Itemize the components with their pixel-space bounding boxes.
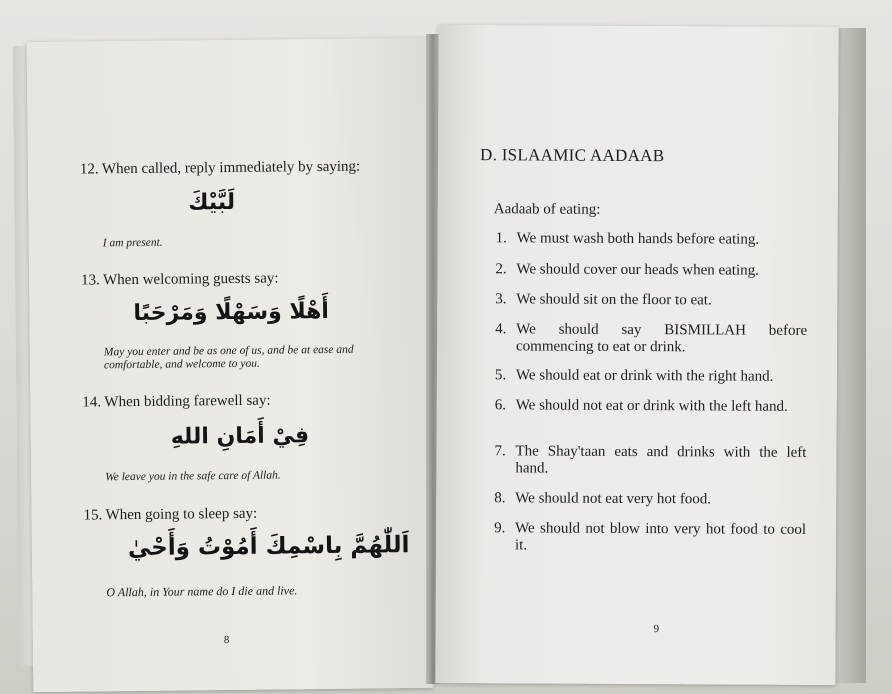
list-item-9 [494,520,806,556]
arabic-phrase-13: أَهْلًا وَسَهْلًا وَمَرْحَبًا [133,298,330,327]
list-item-7 [494,443,806,479]
item-text: We should sit on the floor to eat. [516,291,712,309]
list-item-14 [82,393,270,412]
list-item-8 [494,490,806,509]
list-item-13 [81,270,279,289]
translation-15: O Allah, in Your name do I die and live. [106,583,298,600]
item-number: 12. [79,161,99,178]
subheading: Aadaab of eating: [493,201,601,218]
item-text: We should not eat very hot food. [515,490,712,508]
list-item-2 [495,261,807,280]
translation-12: I am present. [102,236,163,250]
item-text: We should cover our heads when eating. [516,261,759,279]
item-number: 9. [494,520,506,537]
right-page [435,25,838,685]
item-text: We should not blow into very hot food to cool it. [514,520,807,554]
item-text: When called, reply immediately by saying: [101,158,361,178]
item-text: We should say BISMILLAH before commencing to eat or drink. [516,321,808,356]
list-item-5 [495,367,807,386]
item-number: 2. [495,261,507,278]
arabic-phrase-14: فِيْ أَمَانِ اللهِ [170,423,310,450]
list-item-6 [495,397,807,416]
arabic-phrase-12: لَبَّيْكَ [188,189,236,216]
item-number: 4. [495,321,507,338]
item-number: 5. [494,367,507,384]
item-number: 14. [82,394,102,411]
item-text: When going to sleep say: [105,505,258,524]
page-number-right: 9 [653,623,660,636]
item-text: When welcoming guests say: [103,270,279,289]
item-number: 13. [81,272,100,289]
item-text: We should not eat or drink with the left hand. [515,397,788,415]
list-item-3 [495,291,807,310]
item-number: 15. [83,507,103,524]
list-item-15 [83,506,257,525]
item-text: We should eat or drink with the right hand. [515,367,774,385]
left-page [27,38,434,692]
list-item-1 [496,230,808,249]
page-number-left: 8 [223,634,230,647]
right-page-stack-edge [834,28,866,683]
item-number: 6. [494,397,507,414]
item-number: 3. [495,291,507,308]
item-text: When bidding farewell say: [104,392,271,411]
section-heading: D. ISLAAMIC AADAAB [479,145,665,166]
item-number: 8. [494,490,506,507]
arabic-phrase-15: اَللّٰهُمَّ بِاسْمِكَ أَمُوْتُ وَأَحْيٰ [127,532,410,562]
item-text: We must wash both hands before eating. [516,230,760,248]
translation-14: We leave you in the safe care of Allah. [105,469,281,484]
translation-13: May you enter and be as one of us, and be at ease and comfortable, and welcome to you. [103,343,354,372]
item-text: The Shay'taan eats and drinks with the left hand. [515,443,807,477]
list-item-4 [495,321,807,357]
list-item-12 [80,159,360,179]
item-number: 7. [494,443,506,460]
item-number: 1. [495,230,507,247]
